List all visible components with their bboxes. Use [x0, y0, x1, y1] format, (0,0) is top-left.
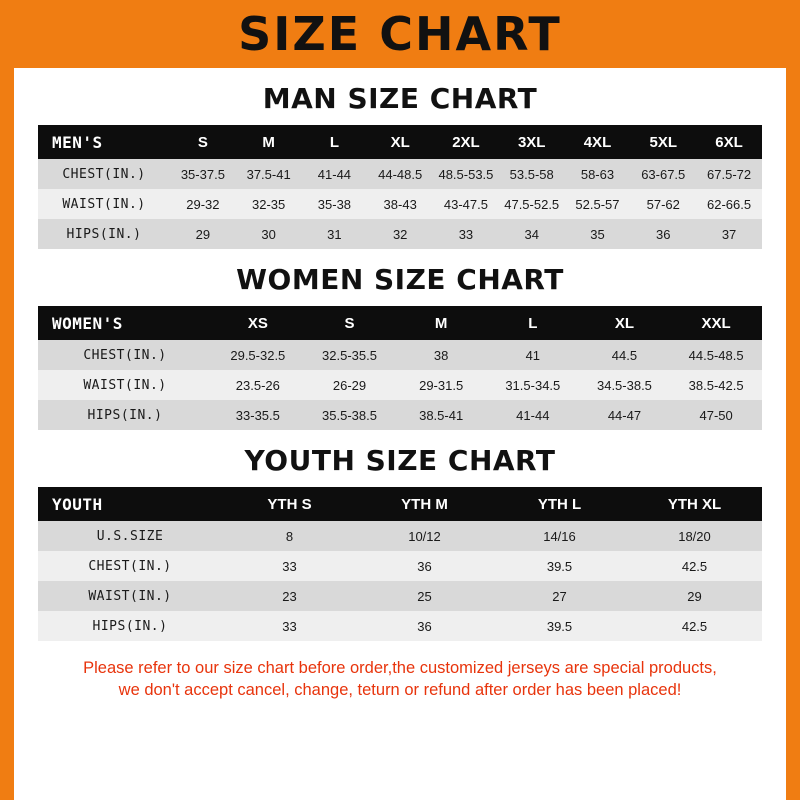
youth-row-0-val-3: 18/20 [627, 521, 762, 551]
men-row-2-val-6: 35 [565, 219, 631, 249]
women-row-2-val-4: 44-47 [579, 400, 671, 430]
men-row-1-label: WAIST(IN.) [38, 189, 170, 219]
men-header-2: M [236, 125, 302, 159]
men-row-0-label: CHEST(IN.) [38, 159, 170, 189]
youth-header-1: YTH S [222, 487, 357, 521]
men-header-3: L [302, 125, 368, 159]
footnote [34, 657, 766, 702]
men-header-1: S [170, 125, 236, 159]
women-row-1-val-1: 26-29 [304, 370, 396, 400]
youth-row-1-val-1: 36 [357, 551, 492, 581]
women-row-2-val-5: 47-50 [670, 400, 762, 430]
table-row [38, 551, 762, 581]
men-header-0: MEN'S [38, 125, 170, 159]
youth-header-4: YTH XL [627, 487, 762, 521]
women-header-0: WOMEN'S [38, 306, 212, 340]
men-header-8: 5XL [630, 125, 696, 159]
men-row-0-val-6: 58-63 [565, 159, 631, 189]
women-row-0-val-0: 29.5-32.5 [212, 340, 304, 370]
youth-row-0-val-0: 8 [222, 521, 357, 551]
men-row-0-val-5: 53.5-58 [499, 159, 565, 189]
men-header-5: 2XL [433, 125, 499, 159]
men-row-2-val-8: 37 [696, 219, 762, 249]
youth-row-1-label: CHEST(IN.) [38, 551, 222, 581]
women-row-0-val-5: 44.5-48.5 [670, 340, 762, 370]
men-row-2-val-1: 30 [236, 219, 302, 249]
men-row-2-val-4: 33 [433, 219, 499, 249]
men-row-1-val-8: 62-66.5 [696, 189, 762, 219]
youth-row-3-val-3: 42.5 [627, 611, 762, 641]
youth-row-1-val-0: 33 [222, 551, 357, 581]
men-row-0-val-4: 48.5-53.5 [433, 159, 499, 189]
page-title: SIZE CHART [238, 7, 562, 61]
youth-row-3-label: HIPS(IN.) [38, 611, 222, 641]
footnote-line-2: we don't accept cancel, change, teturn or refund after order has been placed! [118, 681, 682, 700]
women-row-2-val-2: 38.5-41 [395, 400, 487, 430]
footnote-line-1: Please refer to our size chart before order,the customized jerseys are special products, [83, 659, 717, 677]
youth-row-2-val-2: 27 [492, 581, 627, 611]
men-row-1-val-0: 29-32 [170, 189, 236, 219]
men-row-1-val-6: 52.5-57 [565, 189, 631, 219]
men-section-title: MAN SIZE CHART [262, 82, 538, 115]
men-row-1-val-7: 57-62 [630, 189, 696, 219]
men-row-2-val-2: 31 [302, 219, 368, 249]
women-section-title: WOMEN SIZE CHART [236, 263, 564, 296]
men-row-2-val-7: 36 [630, 219, 696, 249]
youth-section-title: YOUTH SIZE CHART [244, 444, 556, 477]
women-row-1-val-3: 31.5-34.5 [487, 370, 579, 400]
women-row-1-val-5: 38.5-42.5 [670, 370, 762, 400]
men-row-0-val-0: 35-37.5 [170, 159, 236, 189]
women-header-4: L [487, 306, 579, 340]
men-size-table [38, 125, 762, 249]
men-row-2-val-0: 29 [170, 219, 236, 249]
table-row [38, 219, 762, 249]
table-header-row [38, 487, 762, 521]
women-row-0-label: CHEST(IN.) [38, 340, 212, 370]
women-row-1-label: WAIST(IN.) [38, 370, 212, 400]
youth-row-2-label: WAIST(IN.) [38, 581, 222, 611]
men-header-4: XL [367, 125, 433, 159]
youth-header-2: YTH M [357, 487, 492, 521]
youth-section [14, 444, 786, 641]
youth-row-0-val-1: 10/12 [357, 521, 492, 551]
men-row-0-val-8: 67.5-72 [696, 159, 762, 189]
table-row [38, 581, 762, 611]
men-row-0-val-3: 44-48.5 [367, 159, 433, 189]
women-header-1: XS [212, 306, 304, 340]
women-row-2-val-1: 35.5-38.5 [304, 400, 396, 430]
banner [0, 0, 800, 68]
table-row [38, 400, 762, 430]
table-row [38, 611, 762, 641]
table-header-row [38, 125, 762, 159]
youth-row-3-val-1: 36 [357, 611, 492, 641]
table-row [38, 189, 762, 219]
men-header-6: 3XL [499, 125, 565, 159]
women-row-1-val-0: 23.5-26 [212, 370, 304, 400]
men-row-1-val-5: 47.5-52.5 [499, 189, 565, 219]
men-header-9: 6XL [696, 125, 762, 159]
youth-row-1-val-3: 42.5 [627, 551, 762, 581]
women-row-1-val-4: 34.5-38.5 [579, 370, 671, 400]
women-row-0-val-3: 41 [487, 340, 579, 370]
table-row [38, 340, 762, 370]
men-row-2-label: HIPS(IN.) [38, 219, 170, 249]
women-header-5: XL [579, 306, 671, 340]
youth-header-0: YOUTH [38, 487, 222, 521]
men-header-7: 4XL [565, 125, 631, 159]
women-header-3: M [395, 306, 487, 340]
women-row-2-val-3: 41-44 [487, 400, 579, 430]
women-row-2-val-0: 33-35.5 [212, 400, 304, 430]
youth-size-table [38, 487, 762, 641]
women-row-0-val-1: 32.5-35.5 [304, 340, 396, 370]
youth-row-2-val-3: 29 [627, 581, 762, 611]
women-row-1-val-2: 29-31.5 [395, 370, 487, 400]
men-row-1-val-1: 32-35 [236, 189, 302, 219]
women-row-0-val-4: 44.5 [579, 340, 671, 370]
youth-row-0-label: U.S.SIZE [38, 521, 222, 551]
table-header-row [38, 306, 762, 340]
men-row-2-val-5: 34 [499, 219, 565, 249]
youth-row-0-val-2: 14/16 [492, 521, 627, 551]
youth-row-2-val-0: 23 [222, 581, 357, 611]
women-size-table [38, 306, 762, 430]
men-row-1-val-3: 38-43 [367, 189, 433, 219]
women-row-0-val-2: 38 [395, 340, 487, 370]
table-row [38, 370, 762, 400]
men-row-1-val-4: 43-47.5 [433, 189, 499, 219]
youth-row-3-val-0: 33 [222, 611, 357, 641]
women-header-6: XXL [670, 306, 762, 340]
men-section [14, 82, 786, 249]
women-row-2-label: HIPS(IN.) [38, 400, 212, 430]
table-row [38, 521, 762, 551]
men-row-0-val-7: 63-67.5 [630, 159, 696, 189]
men-row-2-val-3: 32 [367, 219, 433, 249]
men-row-0-val-2: 41-44 [302, 159, 368, 189]
women-header-2: S [304, 306, 396, 340]
table-row [38, 159, 762, 189]
youth-header-3: YTH L [492, 487, 627, 521]
youth-row-3-val-2: 39.5 [492, 611, 627, 641]
women-section [14, 263, 786, 430]
men-row-1-val-2: 35-38 [302, 189, 368, 219]
men-row-0-val-1: 37.5-41 [236, 159, 302, 189]
youth-row-1-val-2: 39.5 [492, 551, 627, 581]
youth-row-2-val-1: 25 [357, 581, 492, 611]
